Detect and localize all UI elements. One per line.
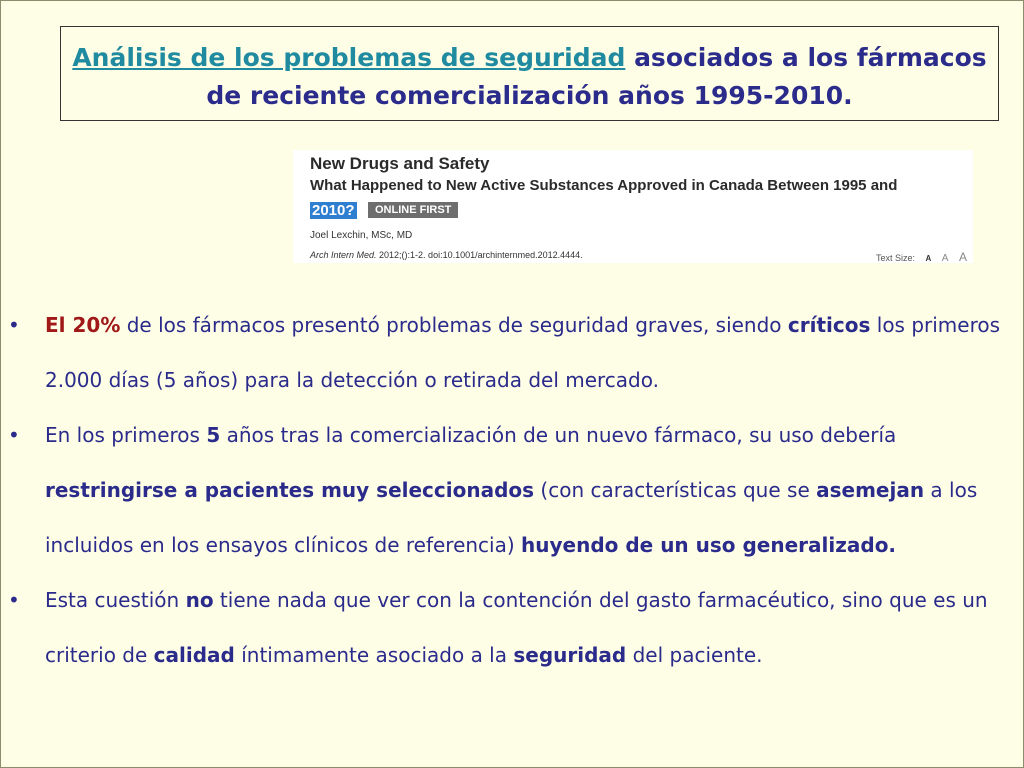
bullet-3-bold-seguridad: seguridad bbox=[513, 643, 627, 667]
article-author: Joel Lexchin, MSc, MD bbox=[310, 230, 413, 241]
title-line1-rest: asociados a los fármacos bbox=[625, 43, 987, 72]
bullet-1-text: de los fármacos presentó problemas de seguridad graves, siendo bbox=[120, 313, 788, 337]
bullet-2-bold-restrict: restringirse a pacientes muy seleccionados bbox=[45, 478, 535, 502]
online-first-badge: ONLINE FIRST bbox=[368, 202, 458, 218]
article-journal: Arch Intern Med. bbox=[310, 250, 377, 260]
bullet-3-text-end: del paciente. bbox=[626, 643, 763, 667]
article-title-line1[interactable]: What Happened to New Active Substances Approved in Canada Between 1995 and bbox=[310, 177, 898, 194]
bullet-3-text: Esta cuestión bbox=[45, 588, 186, 612]
text-size-large-button[interactable]: A bbox=[958, 250, 967, 264]
article-screenshot bbox=[293, 150, 973, 263]
bullet-2-text-3: (con características que se bbox=[534, 478, 817, 502]
bullet-2-text-2: años tras la comercialización de un nuevo fármaco, su uso debería bbox=[220, 423, 897, 447]
bullet-2-bold-end: huyendo de un uso generalizado. bbox=[521, 533, 897, 557]
bullet-1-text-end: los primeros 2.000 días (5 años) para la detección o retirada del mercado. bbox=[45, 313, 1001, 392]
article-citation bbox=[310, 250, 583, 260]
bullet-2-text-4: a los incluidos en los ensayos clínicos de referencia) bbox=[45, 478, 978, 557]
bullet-1-bold: críticos bbox=[787, 313, 871, 337]
bullet-1-highlight: El 20% bbox=[45, 313, 121, 337]
text-size-control bbox=[868, 250, 967, 264]
bullet-2-text: En los primeros bbox=[45, 423, 207, 447]
article-doi: 2012;():1-2. doi:10.1001/archinternmed.2012.4444. bbox=[376, 250, 583, 260]
bullet-2-bold-asemejan: asemejan bbox=[816, 478, 925, 502]
text-size-label: Text Size: bbox=[875, 253, 915, 263]
bullet-3-bold-calidad: calidad bbox=[153, 643, 235, 667]
article-section: New Drugs and Safety bbox=[310, 154, 490, 173]
title-link[interactable]: Análisis de los problemas de seguridad bbox=[72, 43, 626, 72]
bullet-3-bold-no: no bbox=[185, 588, 214, 612]
bullet-item-1 bbox=[0, 298, 1024, 408]
slide-title bbox=[60, 26, 999, 121]
article-title-line2[interactable]: 2010? bbox=[312, 202, 355, 219]
bullet-item-2 bbox=[0, 408, 1024, 573]
bullet-item-3 bbox=[0, 573, 1024, 683]
title-line2: de reciente comercialización años 1995-2010. bbox=[206, 81, 853, 110]
text-size-small-button[interactable]: A bbox=[925, 254, 932, 263]
bullet-list bbox=[0, 298, 1024, 683]
text-size-medium-button[interactable]: A bbox=[941, 253, 949, 264]
bullet-3-text-2: tiene nada que ver con la contención del gasto farmacéutico, sino que es un criterio de bbox=[45, 588, 988, 667]
bullet-3-text-3: íntimamente asociado a la bbox=[234, 643, 514, 667]
bullet-2-bold-number: 5 bbox=[206, 423, 221, 447]
